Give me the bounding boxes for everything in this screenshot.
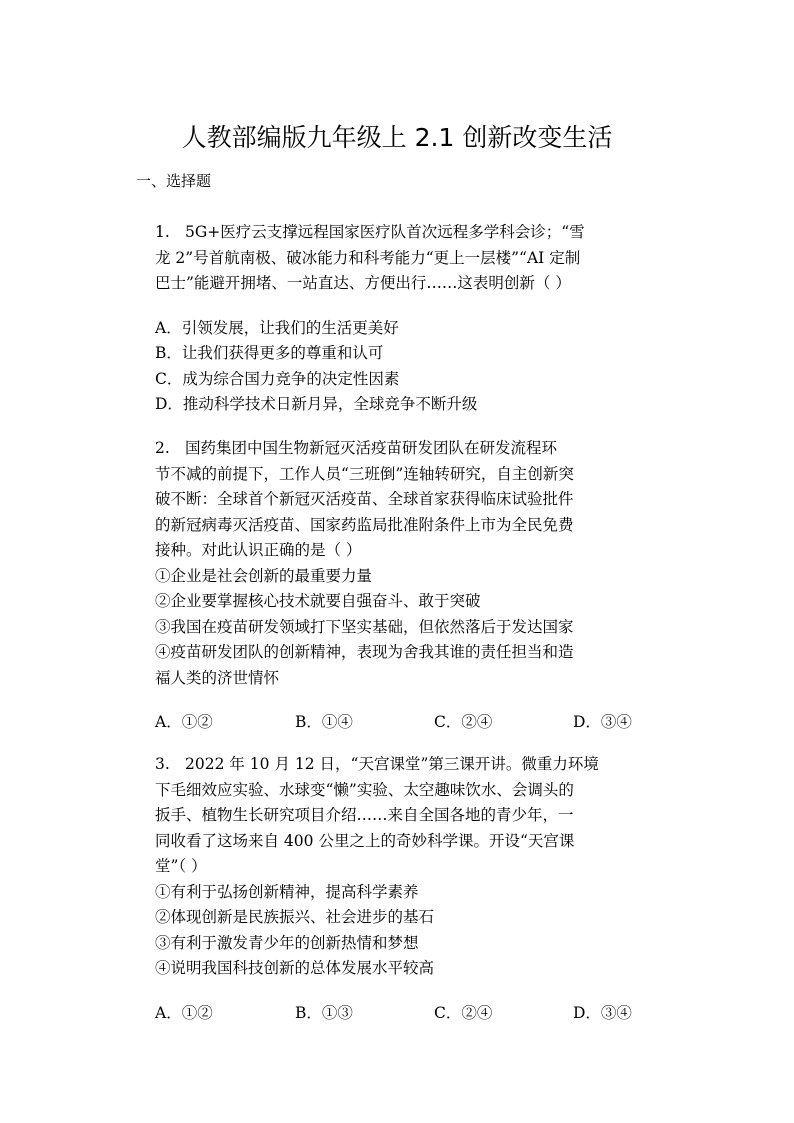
page-title: 人教部编版九年级上 2.1 创新改变生活 [181, 123, 613, 152]
option-a: A．引领发展，让我们的生活更美好 [155, 318, 399, 337]
option-a: A．①② [155, 713, 213, 731]
question-stem-line: 3. 2022 年 10 月 12 日，“天宫课堂”第三课开讲。微重力环境 [155, 752, 645, 778]
option-a: A．①② [155, 1003, 213, 1022]
question-stem-line: 节不减的前提下，工作人员“三班倒”连轴转研究，自主创新突 [155, 464, 574, 483]
question-stem-line: 巴士”能避开拥堵、一站直达、方便出行……这表明创新（ ） [155, 274, 571, 292]
question-1 [155, 220, 645, 418]
question-stem-line: 龙 2”号首航南极、破冰能力和科考能力“更上一层楼”“AI 定制 [155, 248, 581, 267]
option-b: B．①③ [295, 1003, 353, 1022]
statement: ①企业是社会创新的最重要力量 [155, 566, 373, 585]
statement: ③有利于激发青少年的创新热情和梦想 [155, 933, 419, 952]
question-stem-line: 1. 5G+医疗云支撑远程国家医疗队首次远程多学科会诊；“雪 [155, 220, 645, 246]
question-2 [155, 436, 645, 736]
question-number: 3. [155, 755, 170, 773]
question-stem-line: 堂”（ ） [155, 857, 207, 875]
option-b: B．①④ [295, 713, 353, 731]
option-d: D．③④ [573, 1003, 632, 1022]
option-c: C．②④ [434, 713, 493, 731]
question-3 [155, 752, 645, 1027]
question-number: 1. [155, 223, 170, 241]
question-number: 2. [155, 439, 170, 457]
question-stem-line: 扳手、植物生长研究项目介绍……来自全国各地的青少年，一 [155, 806, 574, 824]
question-stem-line: 下毛细效应实验、水球变“懒”实验、太空趣味饮水、会调头的 [155, 780, 574, 799]
answer-options [155, 1001, 645, 1027]
question-stem-line: 的新冠病毒灭活疫苗、国家药监局批准附条件上市为全民免费 [155, 515, 574, 534]
option-d: D．③④ [573, 713, 632, 731]
option-d: D．推动科学技术日新月异，全球竞争不断升级 [155, 395, 478, 413]
answer-options [155, 316, 645, 418]
option-c: C．成为综合国力竞争的决定性因素 [155, 369, 400, 388]
statement: 福人类的济世情怀 [155, 668, 280, 687]
statement: ②体现创新是民族振兴、社会进步的基石 [155, 908, 435, 926]
question-stem-line: 破不断：全球首个新冠灭活疫苗、全球首家获得临床试验批件 [155, 490, 574, 508]
statement: ②企业要掌握核心技术就要自强奋斗、敢于突破 [155, 592, 481, 610]
question-stem-line: 同收看了这场来自 400 公里之上的奇妙科学课。开设“天宫课 [155, 831, 575, 850]
statement: ④说明我国科技创新的总体发展水平较高 [155, 959, 435, 977]
question-stem-line: 2. 国药集团中国生物新冠灭活疫苗研发团队在研发流程环 [155, 436, 645, 462]
option-c: C．②④ [434, 1003, 493, 1022]
statement: ①有利于弘扬创新精神，提高科学素养 [155, 882, 419, 901]
section-heading: 一、选择题 [136, 172, 212, 190]
statement: ④疫苗研发团队的创新精神，表现为舍我其谁的责任担当和造 [155, 643, 574, 661]
answer-options [155, 710, 645, 736]
statement: ③我国在疫苗研发领域打下坚实基础，但依然落后于发达国家 [155, 617, 574, 636]
question-stem-line: 接种。对此认识正确的是（ ） [155, 541, 362, 559]
option-b: B．让我们获得更多的尊重和认可 [155, 344, 384, 362]
